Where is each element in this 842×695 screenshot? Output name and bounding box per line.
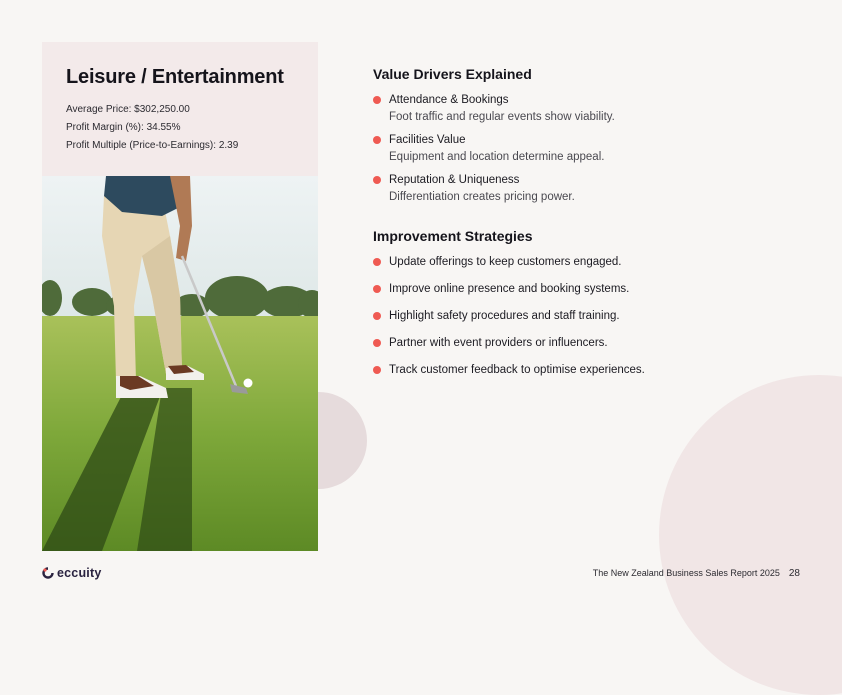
driver-description: Differentiation creates pricing power. [389,191,575,203]
list-item [373,335,803,362]
list-item [373,254,803,281]
decorative-circle-large [659,375,842,695]
logo-mark-icon [42,567,54,579]
driver-description: Foot traffic and regular events show viability. [389,111,615,123]
profit-margin: Profit Margin (%): 34.55% [66,122,181,133]
driver-title: Attendance & Bookings [389,94,509,106]
bullet-icon [373,258,381,266]
list-item [373,308,803,335]
report-title: The New Zealand Business Sales Report 2025 [592,568,780,578]
sector-summary-card [42,42,318,176]
improvement-strategies-heading: Improvement Strategies [373,228,533,244]
driver-title: Reputation & Uniqueness [389,174,520,186]
page-footer [593,568,800,579]
golfer-photo [42,176,318,551]
average-price: Average Price: $302,250.00 [66,104,190,115]
strategy-text: Track customer feedback to optimise experiences. [389,364,645,376]
bullet-icon [373,339,381,347]
company-logo [42,565,101,581]
strategy-text: Partner with event providers or influencers. [389,337,608,349]
page-number: 28 [788,568,800,579]
value-drivers-list [373,92,803,206]
value-drivers-section [373,66,803,389]
list-item [373,132,803,166]
list-item [373,281,803,308]
bullet-icon [373,176,381,184]
value-drivers-heading: Value Drivers Explained [373,66,532,82]
strategy-text: Improve online presence and booking systems. [389,283,630,295]
bullet-icon [373,366,381,374]
strategy-text: Highlight safety procedures and staff training. [389,310,620,322]
improvement-strategies-list [373,254,803,389]
sector-title: Leisure / Entertainment [66,66,284,88]
strategy-text: Update offerings to keep customers engaged. [389,256,622,268]
driver-title: Facilities Value [389,134,466,146]
list-item [373,362,803,389]
logo-text: eccuity [57,566,102,580]
profit-multiple: Profit Multiple (Price-to-Earnings): 2.39 [66,140,239,151]
bullet-icon [373,312,381,320]
driver-description: Equipment and location determine appeal. [389,151,605,163]
list-item [373,92,803,126]
bullet-icon [373,285,381,293]
bullet-icon [373,136,381,144]
bullet-icon [373,96,381,104]
list-item [373,172,803,206]
